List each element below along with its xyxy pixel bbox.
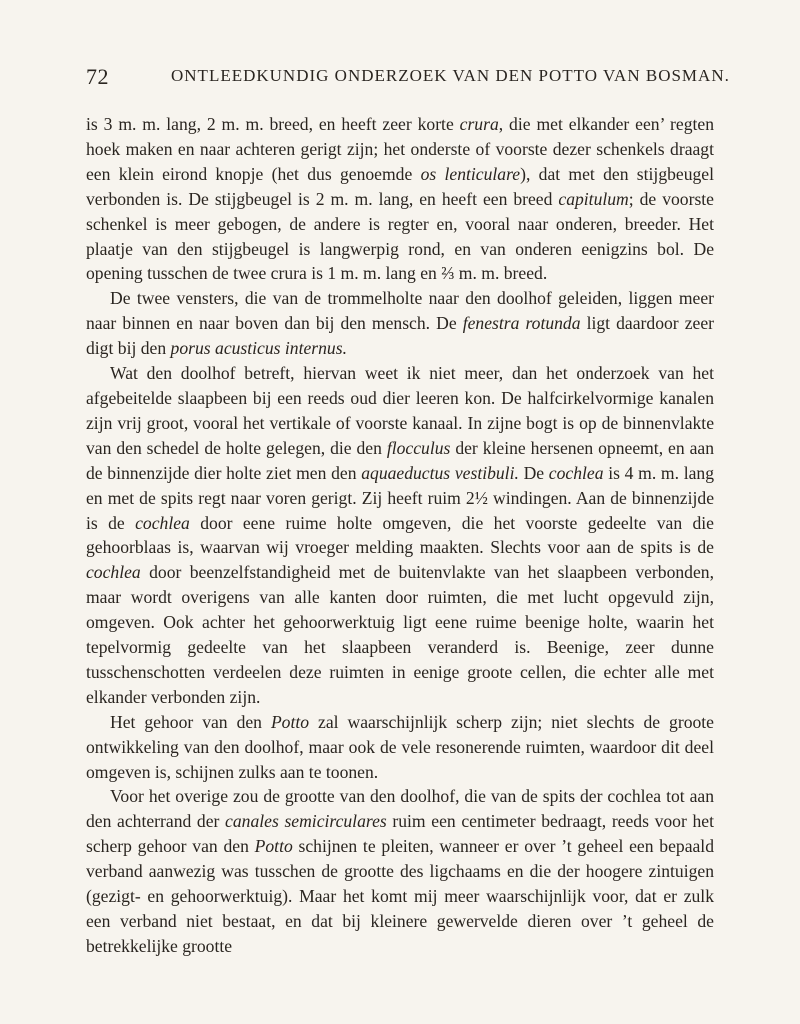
paragraph-p5 xyxy=(86,784,714,958)
text-run: schijnen te pleiten, wanneer er over ’t geheel een bepaald verband aanwezig was tusschen de grootte des ligchaams en die der hoogere zintuigen (gezigt- en gehoorwerktuig). Maar het komt mij meer waarschijnlijk voor, dat er zulk een verband niet bestaat, en dat bij kleinere gewervelde dieren over ’t geheel de betrekkelijke grootte xyxy=(86,836,714,956)
text-run: is 4 m. m. lang en met de spits regt naar voren gerigt. Zij heeft ruim 2½ windingen. Aan de binnenzijde is de xyxy=(86,462,715,533)
text-run: ligt daardoor zeer digt bij den xyxy=(86,313,714,359)
text-run: ruim een centimeter bedraagt, reeds voor het scherp gehoor van den xyxy=(86,811,714,857)
paragraph-p3 xyxy=(86,361,714,710)
italic-term: Potto xyxy=(270,711,310,732)
italic-term: flocculus xyxy=(386,437,451,458)
text-run: De twee vensters, die van de trommelholte naar den doolhof geleiden, liggen meer naar binnen en naar boven dan bij den mensch. De xyxy=(86,288,714,334)
text-run: ; de voorste schenkel is meer gebogen, de andere is regter en, vooral naar onderen, breeder. Het plaatje van den stijgbeugel is langwerpig rond, en van onderen eenigzins bol. De opening tusschen de twee crura is 1 m. m. lang en ⅔ m. m. breed. xyxy=(86,188,714,284)
italic-term: capitulum xyxy=(558,188,629,209)
page-number: 72 xyxy=(86,64,109,89)
italic-term: os lenticulare xyxy=(420,163,521,184)
text-run: door beenzelfstandigheid met de buitenvlakte van het slaapbeen verbonden, maar wordt overigens van alle kanten door ruimten, die met lucht opgevuld zijn, omgeven. Ook achter het gehoorwerktuig ligt eene ruime beenige holte, waarin het tepelvormig gedeelte van het slaapbeen veranderd is. Beenige, zeer dunne tusschenschotten verdeelen deze ruimten in eenige groote cellen, die echter alle met elkander verbonden zijn. xyxy=(86,562,714,707)
paragraph-p1 xyxy=(86,112,714,286)
paragraph-p2 xyxy=(86,286,714,361)
italic-term: porus acusticus internus. xyxy=(170,338,347,359)
text-run: door eene ruime holte omgeven, die het voorste gedeelte van die gehoorblaas is, waarvan wij vroeger melding maakten. Slechts voor aan de spits is de xyxy=(86,512,714,558)
text-run: Wat den doolhof betreft, hiervan weet ik niet meer, dan het onderzoek van het afgebeitelde slaapbeen bij een reeds oud dier leeren kon. De halfcirkelvormige kanalen zijn vrij groot, vooral het vertikale of voorste kanaal. In zijne bogt is op de binnenvlakte van den schedel de holte gelegen, die den xyxy=(86,363,714,458)
running-title: ONTLEEDKUNDIG ONDERZOEK VAN DEN POTTO VAN BOSMAN. xyxy=(171,66,730,85)
italic-term: cochlea xyxy=(86,562,141,583)
italic-term: Potto xyxy=(254,836,293,857)
text-run: De xyxy=(518,462,549,483)
text-run: Voor het overige zou de grootte van den doolhof, die van de spits der cochlea tot aan den achterrand der xyxy=(86,786,714,832)
paragraph-p4 xyxy=(86,710,714,785)
italic-term: fenestra rotunda xyxy=(462,313,581,334)
body-text xyxy=(86,112,714,959)
italic-term: cochlea xyxy=(135,512,190,533)
text-run: zal waarschijnlijk scherp zijn; niet slechts de groote ontwikkeling van den doolhof, maar ook de vele resonerende ruimten, waardoor dit deel omgeven is, schijnen zulks aan te toonen. xyxy=(86,711,714,782)
text-run: Het gehoor van den xyxy=(110,711,271,732)
italic-term: canales semicirculares xyxy=(225,811,387,832)
italic-term: cochlea xyxy=(548,462,604,483)
text-run: , die met elkander een’ regten hoek maken en naar achteren gerigt zijn; het onderste of voorste dezer schenkels draagt een klein eirond knopje (het dus genoemde xyxy=(86,114,715,184)
running-head xyxy=(86,64,730,94)
text-run: ), dat met den stijgbeugel verbonden is. De stijgbeugel is 2 m. m. lang, en heeft een breed xyxy=(86,163,715,209)
text-run: der kleine hersenen opneemt, en aan de binnenzijde dier holte ziet men den xyxy=(86,437,714,483)
text-run: is 3 m. m. lang, 2 m. m. breed, en heeft zeer korte xyxy=(86,114,460,134)
italic-term: crura xyxy=(459,114,499,134)
italic-term: aquaeductus vestibuli. xyxy=(361,462,519,483)
